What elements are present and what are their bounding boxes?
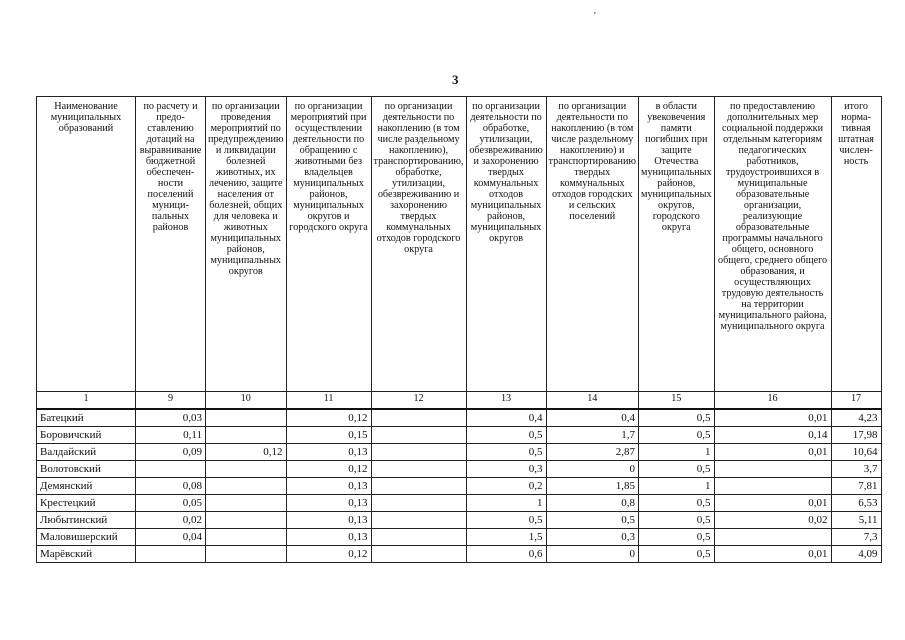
table-cell: 0,5 [639,546,715,563]
table-cell: 0,5 [639,512,715,529]
table-cell: 0,6 [466,546,546,563]
column-number: 9 [136,392,206,410]
table-row [37,546,882,563]
table-cell: 0,5 [466,512,546,529]
table-cell: 0,13 [286,444,371,461]
table-cell: 0,01 [714,495,831,512]
table-cell: 0,08 [136,478,206,495]
table-row [37,444,882,461]
municipality-name: Батецкий [37,409,136,427]
table-cell: 0,01 [714,444,831,461]
table-cell: 4,09 [831,546,881,563]
table-row [37,529,882,546]
table-cell: 0,2 [466,478,546,495]
table-cell [371,444,466,461]
column-header-8: в области увековечения памяти погибших при защите Отечества муниципальных районов, муниципальных округов, городского округа [639,97,715,392]
municipality-name: Крестецкий [37,495,136,512]
table-cell: 4,23 [831,409,881,427]
table-cell: 0,5 [639,427,715,444]
table-cell: 0,5 [639,495,715,512]
municipality-name: Любытинский [37,512,136,529]
table-cell [714,529,831,546]
table-cell: 0,3 [546,529,638,546]
column-number: 17 [831,392,881,410]
column-header-1: Наименование муниципальных образований [37,97,136,392]
table-cell: 7,3 [831,529,881,546]
table-cell: 6,53 [831,495,881,512]
table-cell: 0,5 [639,461,715,478]
table-cell: 0 [546,461,638,478]
table-cell: 0,4 [466,409,546,427]
column-header-10: итого нормативная штатная численность [831,97,881,392]
table-row [37,427,882,444]
table-cell: 0,02 [714,512,831,529]
table-cell [206,529,287,546]
table-cell [206,427,287,444]
table-cell: 0,5 [546,512,638,529]
column-number: 14 [546,392,638,410]
table-cell: 0,5 [639,409,715,427]
municipality-name: Волотовский [37,461,136,478]
table-cell [206,512,287,529]
table-cell: 0,5 [466,427,546,444]
table-cell: 0,03 [136,409,206,427]
table-cell: 10,64 [831,444,881,461]
table-cell: 0 [546,546,638,563]
table-row [37,409,882,427]
column-number: 13 [466,392,546,410]
column-number: 15 [639,392,715,410]
municipality-name: Марёвский [37,546,136,563]
table-cell: 0,12 [286,461,371,478]
table-cell: 0,02 [136,512,206,529]
column-header-4: по организации мероприятий при осуществлении деятельности по обращению с животными без владельцев муниципальных районов, муниципальных округов и городского округа [286,97,371,392]
table-cell: 1 [639,444,715,461]
table-cell: 1 [639,478,715,495]
table-cell [371,409,466,427]
table-cell: 0,5 [639,529,715,546]
table-cell [206,495,287,512]
table-cell [714,461,831,478]
table-cell: 0,11 [136,427,206,444]
table-cell: 5,11 [831,512,881,529]
table-cell [206,546,287,563]
table-cell: 1 [466,495,546,512]
table-cell: 17,98 [831,427,881,444]
table-cell: 0,15 [286,427,371,444]
column-number: 16 [714,392,831,410]
table-cell: 0,4 [546,409,638,427]
table-row [37,461,882,478]
table-cell: 0,12 [286,409,371,427]
table-cell: 0,5 [466,444,546,461]
table-row [37,512,882,529]
municipality-name: Демянский [37,478,136,495]
municipality-name: Валдайский [37,444,136,461]
table-cell: 0,09 [136,444,206,461]
table-cell [371,529,466,546]
table-cell: 0,13 [286,512,371,529]
table-cell: 0,05 [136,495,206,512]
table-cell: 0,13 [286,478,371,495]
table-cell: 7,81 [831,478,881,495]
column-number: 12 [371,392,466,410]
table-cell [206,478,287,495]
table-row [37,478,882,495]
table-cell: 0,01 [714,546,831,563]
municipality-name: Маловишерский [37,529,136,546]
table-cell [371,512,466,529]
column-number: 10 [206,392,287,410]
table-cell: 0,04 [136,529,206,546]
table-row [37,495,882,512]
table-cell [371,546,466,563]
municipality-name: Боровичский [37,427,136,444]
page-number: 3 [452,72,459,87]
column-number: 1 [37,392,136,410]
table-cell: 0,12 [286,546,371,563]
table-cell [371,495,466,512]
table-cell [136,461,206,478]
table-cell [206,409,287,427]
column-number-row [37,392,882,410]
header-row [37,97,882,392]
table-cell: 0,01 [714,409,831,427]
column-header-6: по организации деятельности по обработке, утилизации, обезвреживанию и захоронению твердых коммунальных отходов муниципальных районов, муниципальных округов [466,97,546,392]
table-cell: 0,13 [286,529,371,546]
table-cell: 0,8 [546,495,638,512]
column-header-9: по предоставлению дополнительных мер социальной поддержки отдельным категориям педагогических работников, трудоустроившихся в муниципальные образовательные организации, реализующие образовательные программы начального общего, основного общего, среднего общего образования, и осуществляющих трудовую деятельность на территории муниципального района, муниципального округа [714,97,831,392]
column-number: 11 [286,392,371,410]
table-cell: 0,12 [206,444,287,461]
table-cell: 1,5 [466,529,546,546]
table-cell: 0,13 [286,495,371,512]
table-cell [136,546,206,563]
staffing-table [36,96,882,563]
table-cell [371,461,466,478]
table-cell: 0,3 [466,461,546,478]
table-cell [714,478,831,495]
table-cell: 1,7 [546,427,638,444]
table-cell [206,461,287,478]
page-mark: ' [594,11,596,22]
table-cell: 0,14 [714,427,831,444]
table-cell: 2,87 [546,444,638,461]
table-cell: 1,85 [546,478,638,495]
column-header-7: по организации деятельности по накоплению (в том числе раздельному накоплению) и транспортированию твердых коммунальных отходов городских и сельских поселений [546,97,638,392]
column-header-5: по организации деятельности по накоплению (в том числе раздельному накоплению), транспортированию, обработке, утилизации, обезвреживанию и захоронению твердых коммунальных отходов городского округа [371,97,466,392]
table-cell [371,427,466,444]
column-header-3: по организации проведения мероприятий по предупреждению и ликвидации болезней животных, их лечению, защите населения от болезней, общих для человека и животных муниципальных районов, муниципальных округов [206,97,287,392]
column-header-2: по расчету и предоставлению дотаций на выравнивание бюджетной обеспеченности поселений муниципальных районов [136,97,206,392]
table-cell: 3,7 [831,461,881,478]
table-cell [371,478,466,495]
